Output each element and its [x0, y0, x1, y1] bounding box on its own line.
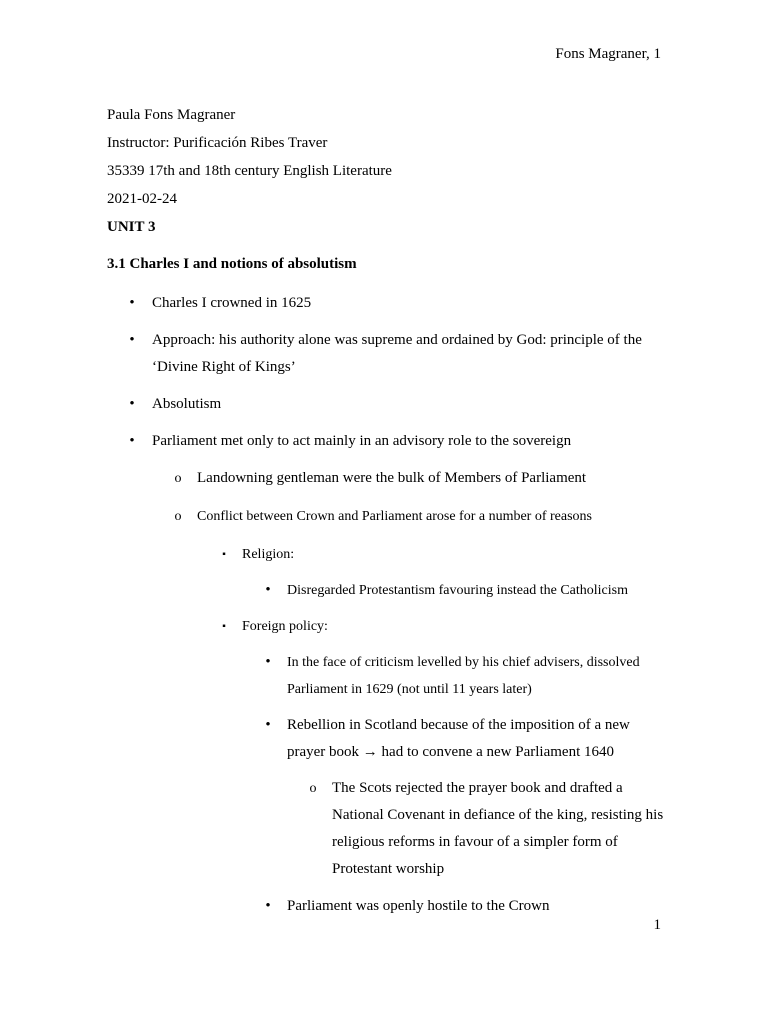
list-item-text: Charles I crowned in 1625: [152, 295, 312, 311]
date-line: 2021-02-24: [107, 191, 177, 207]
list-item: [107, 541, 667, 568]
square-marker: ▪: [222, 549, 226, 560]
list-item-text: Conflict between Crown and Parliament arose for a number of reasons: [197, 509, 592, 524]
bullet-marker: •: [129, 433, 135, 449]
list-item: [107, 327, 667, 381]
list-item-text: Landowning gentleman were the bulk of Members of Parliament: [197, 470, 587, 486]
page-number: 1: [653, 917, 661, 933]
list-item: [107, 775, 667, 883]
unit-title: UNIT 3: [107, 219, 156, 235]
list-item: [107, 503, 667, 530]
outline-list: [107, 290, 667, 920]
author-name: Paula Fons Magraner: [107, 107, 236, 123]
list-item-text: Parliament was openly hostile to the Crown: [287, 898, 550, 914]
bullet-marker: •: [265, 654, 271, 670]
course-line: 35339 17th and 18th century English Literature: [107, 163, 392, 179]
list-item-text: In the face of criticism levelled by his chief advisers, dissolved Parliament in 1629 (not until 11 years later): [287, 655, 640, 697]
bullet-marker: •: [129, 396, 135, 412]
bullet-marker: •: [129, 295, 135, 311]
list-item: [107, 577, 667, 604]
square-marker: ▪: [222, 621, 226, 632]
section-title: 3.1 Charles I and notions of absolutism: [107, 256, 357, 272]
instructor-line: Instructor: Purificación Ribes Traver: [107, 135, 328, 151]
list-item-text: Approach: his authority alone was supreme and ordained by God: principle of the ‘Divine Right of Kings’: [152, 332, 642, 375]
list-item: [107, 712, 667, 766]
bullet-marker: •: [129, 332, 135, 348]
list-item-text: Disregarded Protestantism favouring instead the Catholicism: [287, 583, 628, 598]
list-item: [107, 465, 667, 492]
list-item-text: The Scots rejected the prayer book and drafted a National Covenant in defiance of the king, resisting his religious reforms in favour of a simpler form of Protestant worship: [332, 780, 664, 877]
list-item: [107, 649, 667, 703]
bullet-marker: •: [265, 582, 271, 598]
circle-marker: o: [309, 781, 317, 796]
list-item-text: Foreign policy:: [242, 619, 328, 634]
list-item: [107, 391, 667, 418]
document-body: [107, 104, 667, 929]
list-item-text: Rebellion in Scotland because of the imposition of a new prayer book → had to convene a new Parliament 1640: [287, 717, 630, 760]
bullet-marker: •: [265, 717, 271, 733]
list-item: [107, 893, 667, 920]
list-item-text: Absolutism: [152, 396, 222, 412]
circle-marker: o: [174, 471, 182, 486]
list-item: [107, 428, 667, 455]
list-item: [107, 290, 667, 317]
running-header: Fons Magraner, 1: [555, 46, 661, 62]
list-item-text: Religion:: [242, 547, 295, 562]
list-item: [107, 613, 667, 640]
bullet-marker: •: [265, 898, 271, 914]
list-item-text: Parliament met only to act mainly in an advisory role to the sovereign: [152, 433, 572, 449]
circle-marker: o: [174, 509, 182, 524]
